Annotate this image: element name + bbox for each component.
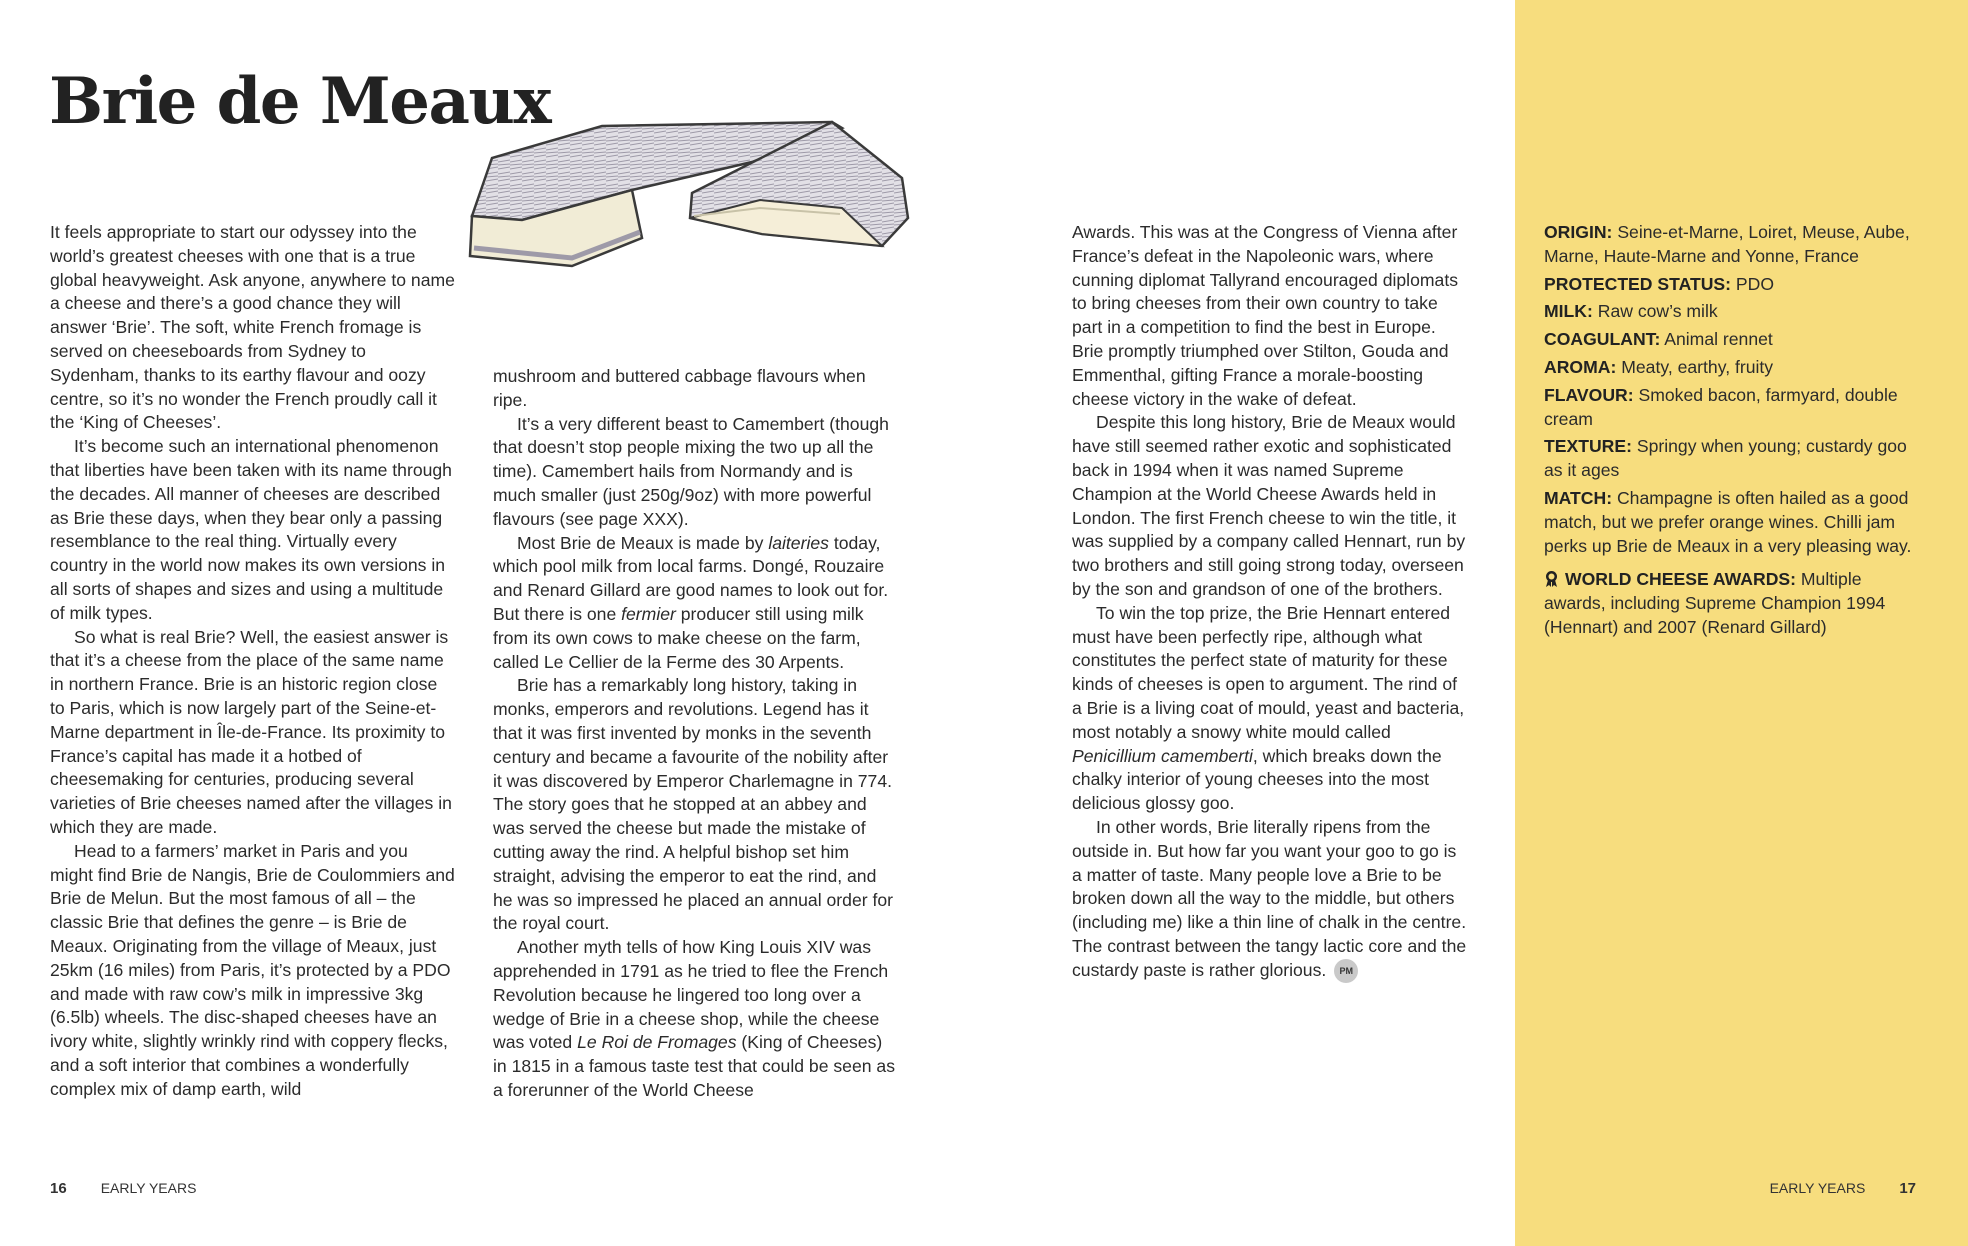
- article-column-2: [493, 365, 898, 1103]
- fact-protected-status: [1544, 273, 1924, 297]
- italic-term: Le Roi de Fromages: [577, 1032, 737, 1053]
- body-text: Another myth tells of how King Louis XIV was apprehended in 1791 as he tried to flee the French Revolution because he lingered too long over a wedge of Brie in a cheese shop, while the cheese was voted: [493, 937, 889, 1053]
- author-initials-badge: PM: [1334, 959, 1358, 983]
- fact-flavour: [1544, 384, 1924, 432]
- brie-cheese-wedge-icon: [462, 118, 912, 278]
- fact-label: COAGULANT:: [1544, 329, 1661, 350]
- page-title: Brie de Meaux: [49, 64, 551, 139]
- fact-value: Meaty, earthy, fruity: [1621, 356, 1774, 377]
- fact-value: Animal rennet: [1664, 329, 1773, 350]
- body-text: today, which pool milk from local farms. Dongé, Rouzaire and Renard Gillard are good names to look out for. But there is one: [493, 532, 889, 624]
- body-paragraph: mushroom and buttered cabbage flavours when ripe.: [493, 366, 866, 410]
- award-rosette-icon: [1544, 570, 1559, 588]
- body-text: producer still using milk from its own cows to make cheese on the farm, called Le Cellier de la Ferme des 30 Arpents.: [493, 603, 864, 672]
- fact-value: PDO: [1735, 273, 1775, 294]
- fact-label: WORLD CHEESE AWARDS:: [1565, 569, 1797, 590]
- fact-label: FLAVOUR:: [1544, 384, 1634, 405]
- fact-milk: [1544, 300, 1924, 324]
- body-paragraph: [1072, 816, 1467, 983]
- body-text: , which breaks down the chalky interior of young cheeses into the most delicious glossy goo.: [1072, 745, 1442, 814]
- fact-value: Raw cow’s milk: [1597, 301, 1718, 322]
- italic-term: Penicillium camemberti: [1072, 745, 1253, 766]
- body-text: (King of Cheeses) in 1815 in a famous taste test that could be seen as a forerunner of the World Cheese: [493, 1032, 895, 1100]
- page-number: 16: [50, 1180, 67, 1197]
- fact-aroma: [1544, 356, 1924, 380]
- body-paragraph: It’s a very different beast to Camembert (though that doesn’t stop people mixing the two up all the time). Camembert hails from Normandy and is much smaller (just 250g/9oz) with more powerful flavours (see page XXX).: [493, 413, 889, 529]
- fact-label: AROMA:: [1544, 356, 1617, 377]
- body-paragraph: Brie has a remarkably long history, taking in monks, emperors and revolutions. Legend has it that it was first invented by monks in the seventh century and became a favourite of the nobility after it was discovered by Emperor Charlemagne in 774. The story goes that he stopped at an abbey and was served the cheese but made the mistake of cutting away the rind. A helpful bishop set him straight, advising the emperor to eat the rind, and he was so impressed he placed an annual order for the royal court.: [493, 675, 894, 934]
- body-paragraph: So what is real Brie? Well, the easiest answer is that it’s a cheese from the place of the same name in northern France. Brie is an historic region close to Paris, which is now largely part of the Seine-et-Marne department in Île-de-France. Its proximity to France’s capital has made it a hotbed of cheesemaking for centuries, producing several varieties of Brie cheeses named after the villages in which they are made.: [50, 626, 452, 837]
- fact-coagulant: [1544, 328, 1924, 352]
- fact-value: Multiple awards, including Supreme Champion 1994 (Hennart) and 2007 (Renard Gillard): [1544, 569, 1886, 637]
- page-number: 17: [1899, 1180, 1916, 1197]
- running-section: EARLY YEARS: [1769, 1180, 1866, 1196]
- running-section: EARLY YEARS: [100, 1180, 197, 1196]
- fact-texture: [1544, 435, 1924, 483]
- body-paragraph: [493, 532, 898, 675]
- fact-match: [1544, 487, 1924, 558]
- body-paragraph: It feels appropriate to start our odyssey into the world’s greatest cheeses with one that is a true global heavyweight. Ask anyone, anywhere to name a cheese and there’s a good chance they will answer ‘Brie’. The soft, white French fromage is served on cheeseboards from Sydney to Sydenham, thanks to its earthy flavour and oozy centre, so it’s no wonder the French proudly call it the ‘King of Cheeses’.: [50, 222, 455, 433]
- fact-value: Smoked bacon, farmyard, double cream: [1544, 384, 1898, 429]
- italic-term: fermier: [621, 603, 676, 624]
- article-column-3: [1072, 221, 1467, 983]
- body-text: In other words, Brie literally ripens from the outside in. But how far you want your goo to go is a matter of taste. Many people love a Brie to be broken down all the way to the middle, but others (including me) like a thin line of chalk in the centre. The contrast between the tangy lactic core and the custardy paste is rather glorious.: [1072, 816, 1467, 980]
- fact-label: TEXTURE:: [1544, 436, 1632, 457]
- fact-value: Springy when young; custardy goo as it ages: [1544, 436, 1907, 481]
- fact-value: Champagne is often hailed as a good match, but we prefer orange wines. Chilli jam perks up Brie de Meaux in a very pleasing way.: [1544, 487, 1912, 556]
- fact-label: ORIGIN:: [1544, 222, 1613, 242]
- fact-label: MATCH:: [1544, 487, 1613, 508]
- body-text: To win the top prize, the Brie Hennart entered must have been perfectly ripe, although what constitutes the perfect state of maturity for these kinds of cheeses is open to argument. The rind of a Brie is a living coat of mould, yeast and bacteria, most notably a snowy white mould called: [1072, 602, 1465, 742]
- fact-world-cheese-awards: [1544, 568, 1924, 639]
- fact-value: Seine-et-Marne, Loiret, Meuse, Aube, Marne, Haute-Marne and Yonne, France: [1544, 222, 1910, 266]
- article-column-1: [50, 221, 455, 1101]
- fact-label: PROTECTED STATUS:: [1544, 273, 1732, 294]
- body-paragraph: Head to a farmers’ market in Paris and you might find Brie de Nangis, Brie de Coulommiers and Brie de Melun. But the most famous of all – the classic Brie that defines the genre – is Brie de Meaux. Originating from the village of Meaux, just 25km (16 miles) from Paris, it’s protected by a PDO and made with raw cow’s milk in impressive 3kg (6.5lb) wheels. The disc-shaped cheeses have an ivory white, slightly wrinkly rind with coppery flecks, and a soft interior that combines a wonderfully complex mix of damp earth, wild: [50, 840, 455, 1099]
- cheese-facts-panel: [1544, 221, 1924, 644]
- fact-origin: [1544, 221, 1924, 269]
- body-paragraph: It’s become such an international phenomenon that liberties have been taken with its name through the decades. All manner of cheeses are described as Brie these days, when they bear only a passing resemblance to the real thing. Virtually every country in the world now makes its own versions in all sorts of shapes and sizes and using a multitude of milk types.: [50, 436, 452, 623]
- left-folio: [50, 1180, 196, 1197]
- body-text: Most Brie de Meaux is made by: [517, 532, 769, 553]
- right-folio: [1770, 1180, 1916, 1197]
- body-paragraph: [493, 936, 898, 1103]
- fact-label: MILK:: [1544, 301, 1593, 322]
- body-paragraph: Despite this long history, Brie de Meaux would have still seemed rather exotic and sophisticated back in 1994 when it was named Supreme Champion at the World Cheese Awards held in London. The first French cheese to win the title, it was supplied by a company called Hennart, run by two brothers and still going strong today, overseen by the son and grandson of one of the brothers.: [1072, 412, 1466, 599]
- body-paragraph: Awards. This was at the Congress of Vienna after France’s defeat in the Napoleonic wars, where cunning diplomat Tallyrand encouraged diplomats to bring cheeses from their own country to take part in a competition to find the best in Europe. Brie promptly triumphed over Stilton, Gouda and Emmenthal, gifting France a morale-boosting cheese victory in the wake of defeat.: [1072, 222, 1459, 409]
- body-paragraph: [1072, 602, 1467, 816]
- italic-term: laiteries: [768, 532, 829, 553]
